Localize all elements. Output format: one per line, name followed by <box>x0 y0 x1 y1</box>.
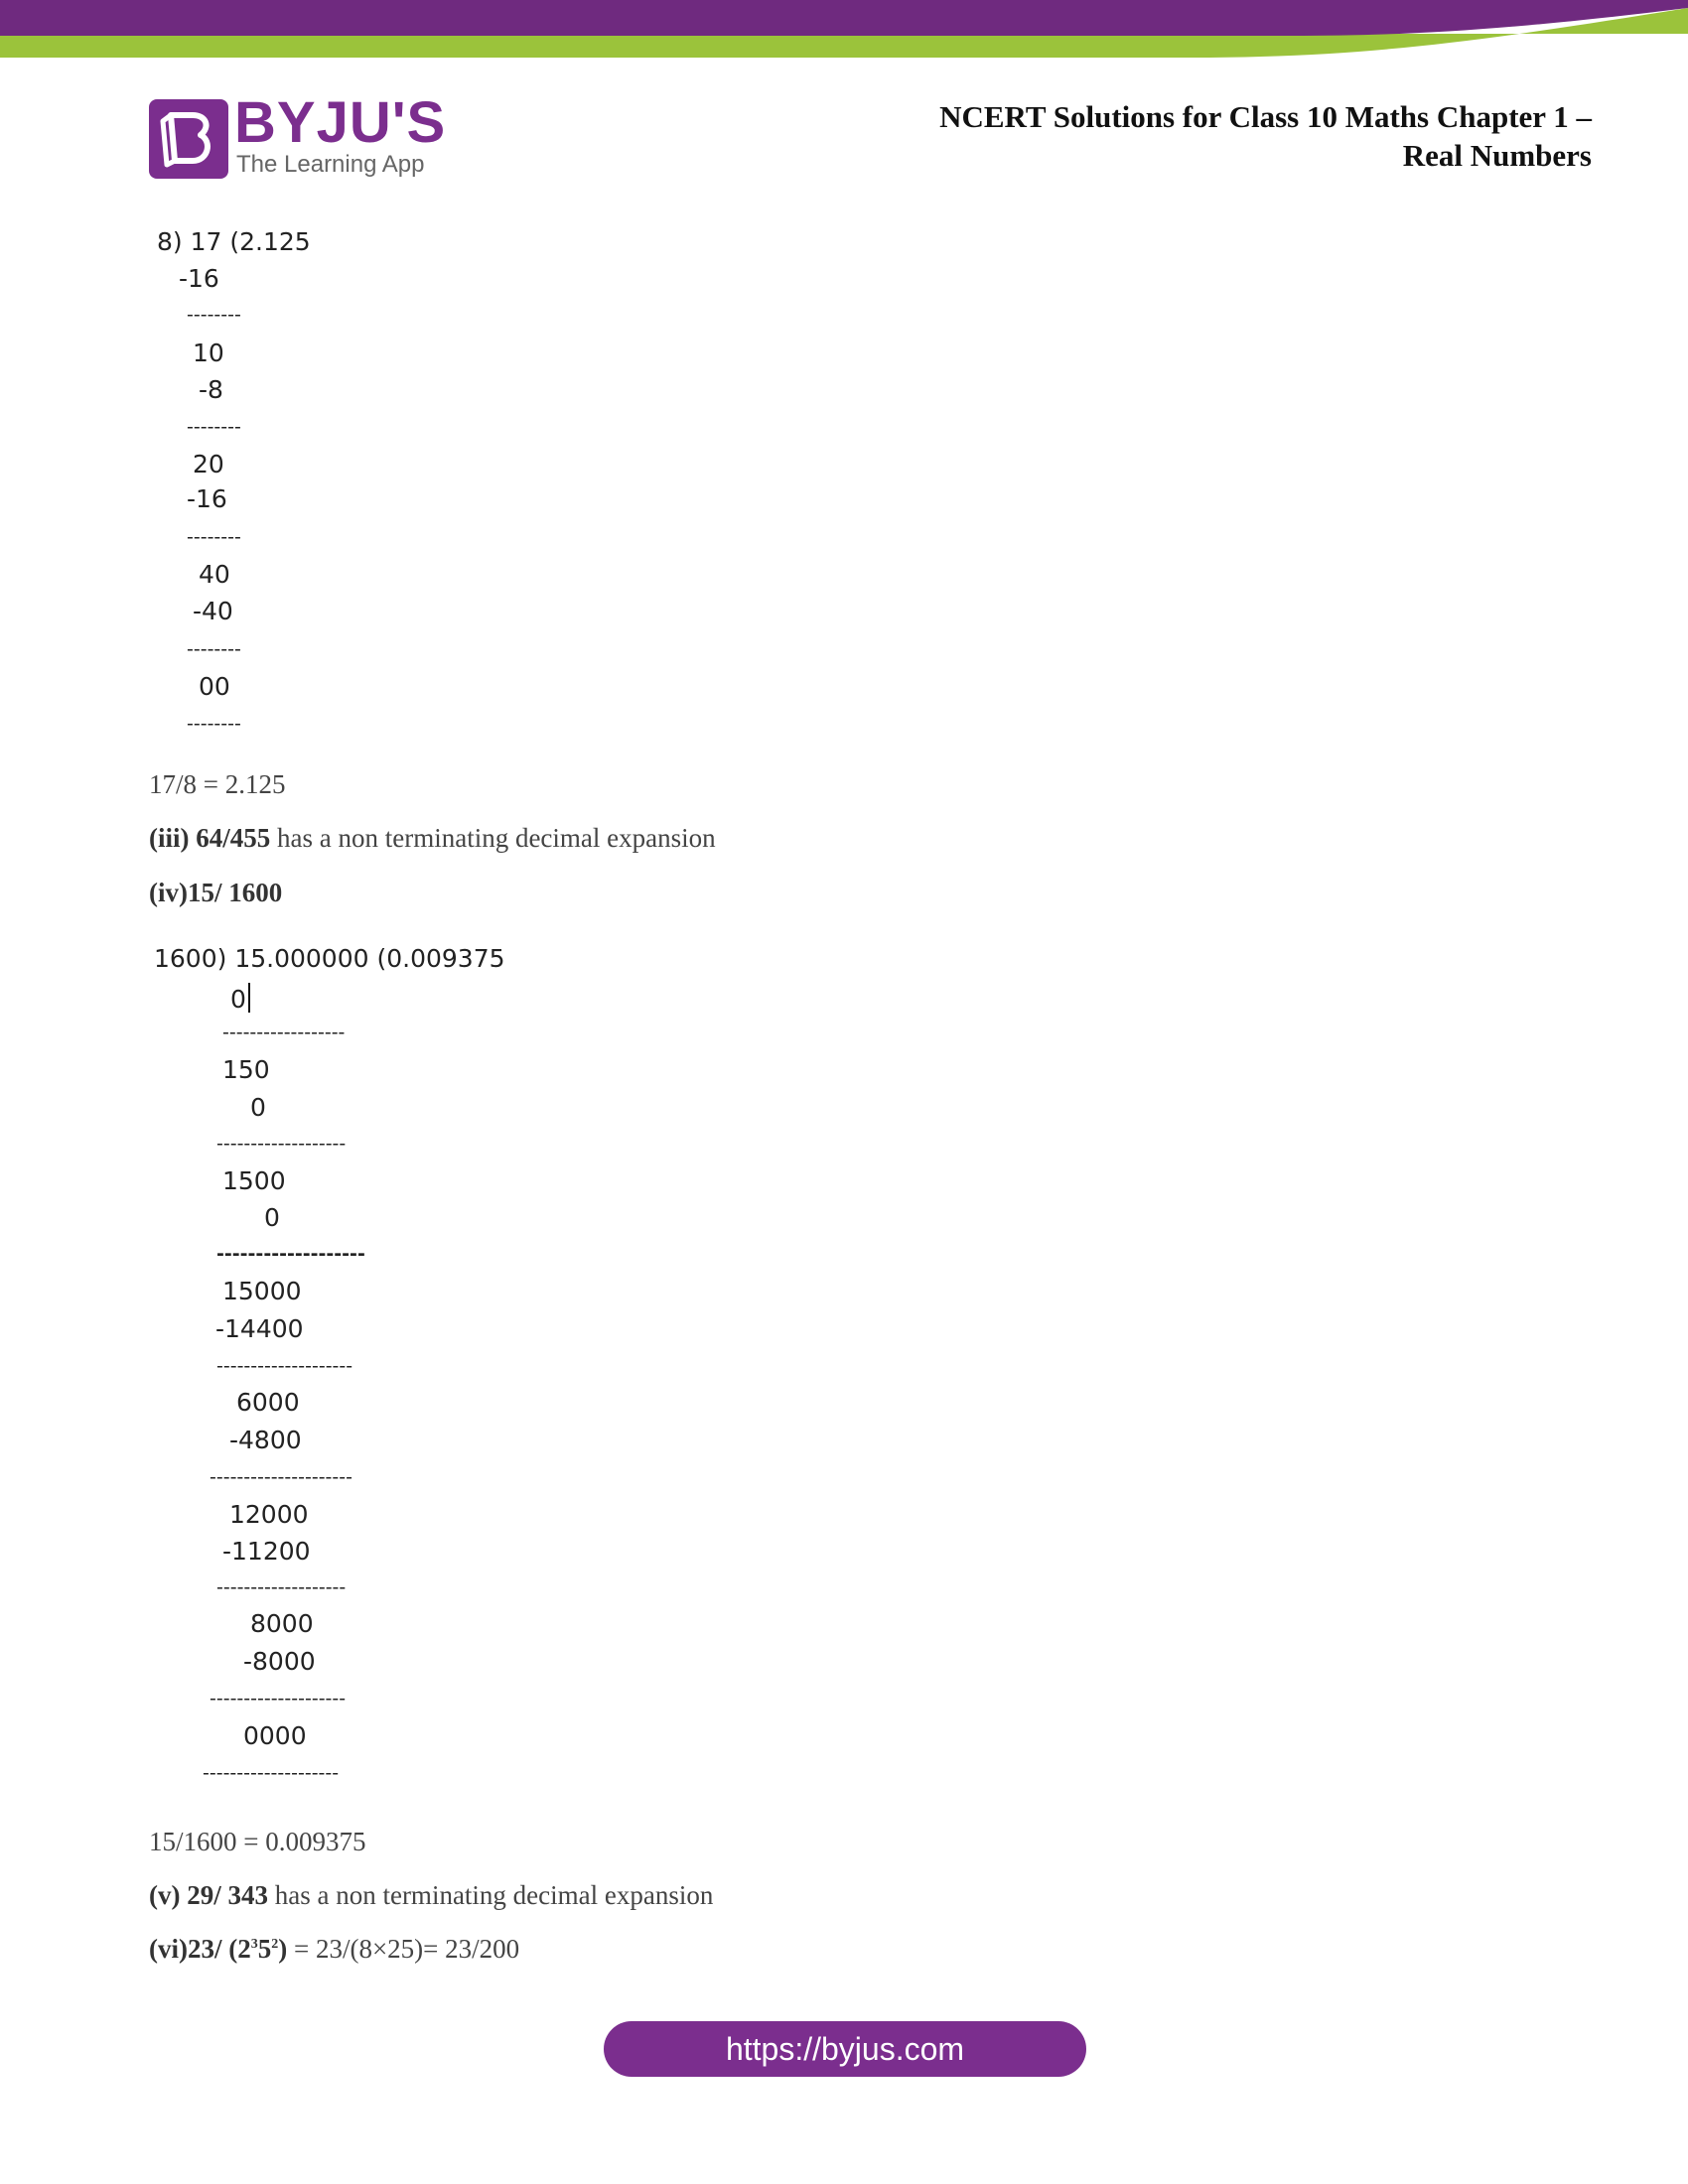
div2-line: 0 <box>264 1203 280 1232</box>
item-vi-label: (vi)23/ $(2^35^2)$ <box>149 1934 288 1964</box>
div2-line: 6000 <box>236 1388 300 1417</box>
div1-line: 20 <box>193 450 224 478</box>
div1-separator: -------- <box>187 713 241 735</box>
div1-line: 40 <box>199 560 230 589</box>
result-15-1600: 15/1600 = 0.009375 <box>149 1827 366 1856</box>
item-v <box>149 1880 713 1911</box>
div1-line: -8 <box>199 375 223 404</box>
logo-tagline: The Learning App <box>236 151 425 178</box>
item-iii <box>149 823 716 854</box>
page-title <box>939 97 1592 175</box>
div2-line: 150 <box>222 1055 270 1084</box>
div2-separator: ------------------ <box>222 1022 346 1043</box>
div2-separator: ------------------- <box>216 1576 347 1598</box>
item-iv <box>149 878 282 908</box>
page-title-line1: NCERT Solutions for Class 10 Maths Chapter 1 – <box>939 99 1592 134</box>
div2-separator: ------------------- <box>216 1133 347 1155</box>
div2-line: 12000 <box>229 1500 309 1529</box>
item-iv-label: (iv)15/ 1600 <box>149 878 283 907</box>
footer-url[interactable]: https://byjus.com <box>725 2030 965 2067</box>
div2-separator: -------------------- <box>203 1762 340 1784</box>
div1-line: -40 <box>193 597 233 625</box>
div1-line: -16 <box>187 484 227 513</box>
div1-separator: -------- <box>187 526 241 548</box>
page-title-line2: Real Numbers <box>1402 138 1592 173</box>
div2-line: -14400 <box>215 1314 304 1343</box>
div1-line: -16 <box>179 264 219 293</box>
div2-line: 15000 <box>222 1277 302 1305</box>
div1-line: 00 <box>199 672 230 701</box>
logo-b-icon <box>149 99 228 179</box>
item-v-label: (v) 29/ 343 <box>149 1880 268 1910</box>
div1-separator: -------- <box>187 638 241 660</box>
div2-separator: -------------------- <box>210 1688 347 1709</box>
div2-line: 0 <box>250 1093 266 1122</box>
byjus-logo <box>149 90 447 181</box>
result-17-8: 17/8 = 2.125 <box>149 769 286 799</box>
text-cursor <box>248 983 250 1013</box>
div2-line: 0000 <box>243 1721 307 1750</box>
logo-wordmark: BYJU'S <box>234 90 447 155</box>
div2-line: -8000 <box>243 1647 316 1676</box>
div2-separator: --------------------- <box>210 1466 352 1488</box>
div2-line: -11200 <box>222 1537 311 1566</box>
item-iii-label: (iii) 64/455 <box>149 823 271 853</box>
div2-line: 1500 <box>222 1166 286 1195</box>
div2-line: 8000 <box>250 1609 314 1638</box>
top-banner <box>0 0 1688 62</box>
div1-line: 10 <box>193 339 224 367</box>
footer-url-button[interactable] <box>604 2021 1086 2077</box>
div2-separator: -------------------- <box>216 1355 353 1377</box>
div1-separator: -------- <box>187 304 241 326</box>
div2-line: 0 <box>230 983 250 1013</box>
item-vi-text: = 23/(8×25)= 23/200 <box>287 1934 520 1964</box>
div1-line: 8) 17 (2.125 <box>157 227 311 256</box>
item-iii-text: has a non terminating decimal expansion <box>270 823 716 853</box>
item-vi <box>149 1934 519 1965</box>
div1-separator: -------- <box>187 416 241 438</box>
div2-separator: ------------------- <box>216 1243 365 1265</box>
div2-line: 1600) 15.000000 (0.009375 <box>154 944 505 973</box>
item-v-text: has a non terminating decimal expansion <box>267 1880 714 1910</box>
div2-line: -4800 <box>229 1426 302 1454</box>
